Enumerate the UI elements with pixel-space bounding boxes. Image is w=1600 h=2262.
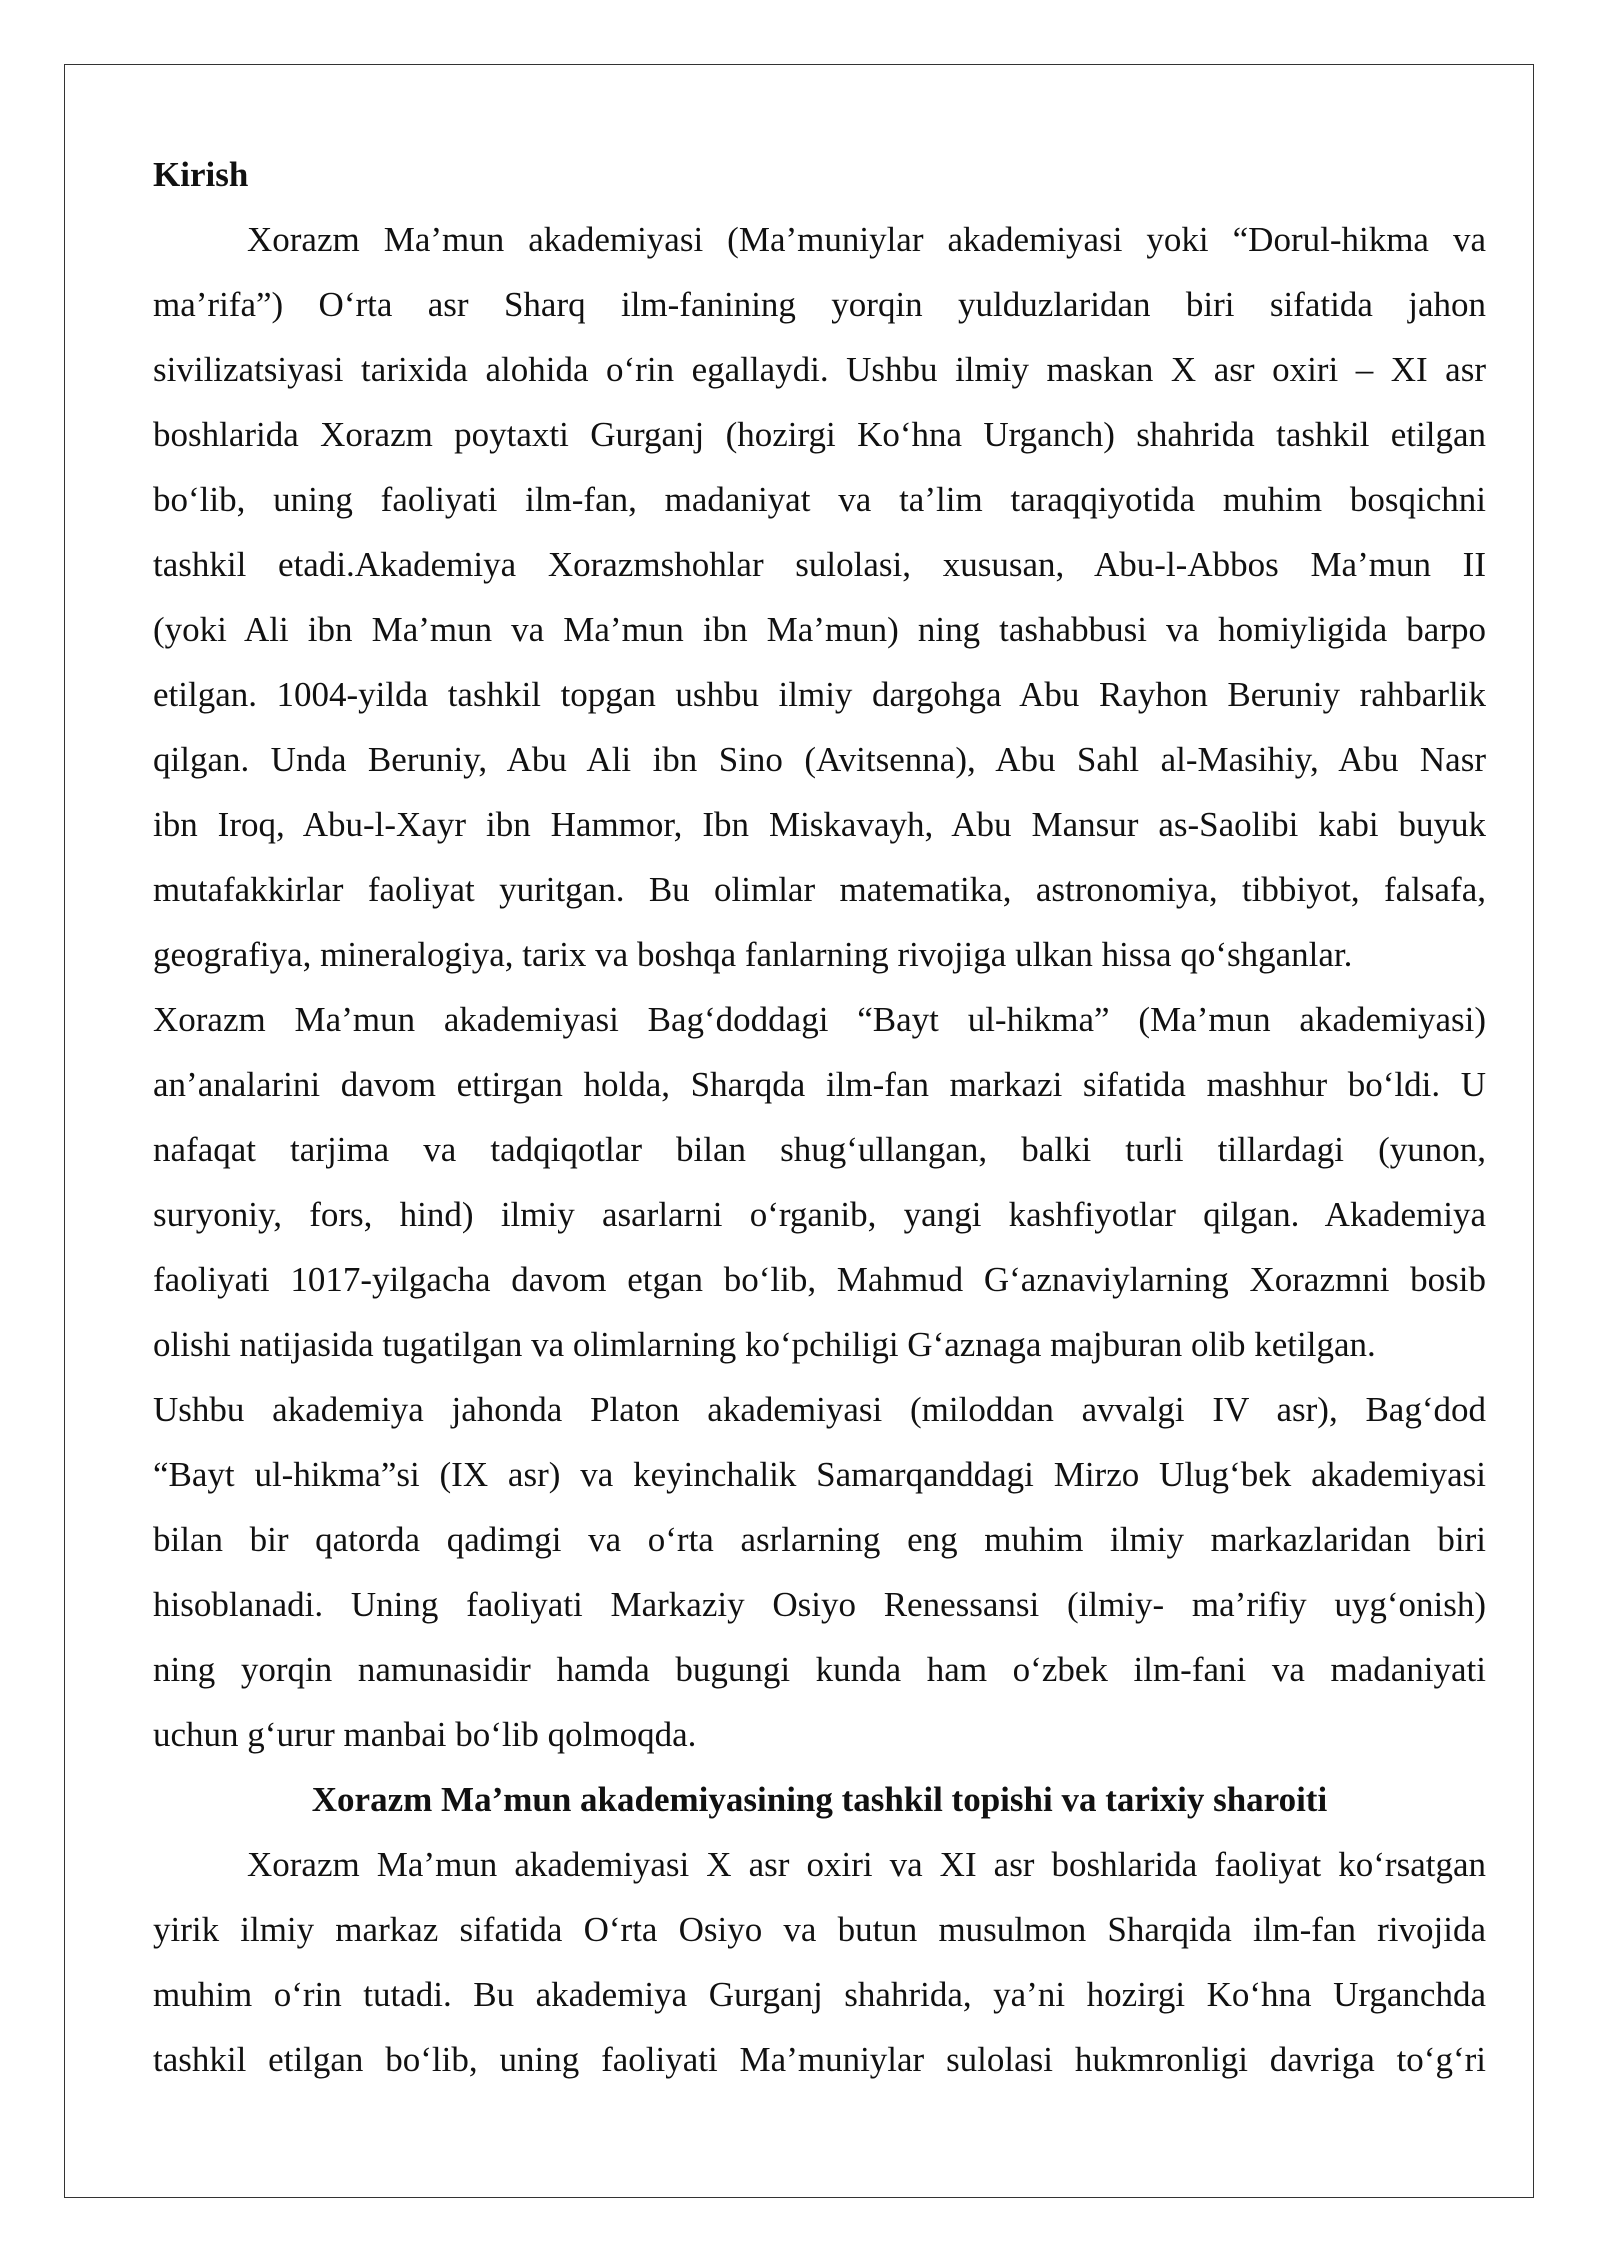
text-line: bilan bir qatorda qadimgi va o‘rta asrlarning eng muhim ilmiy markazlaridan biri <box>153 1520 1486 1559</box>
heading-intro: Kirish <box>153 155 249 194</box>
text-line: uchun g‘urur manbai bo‘lib qolmoqda. <box>153 1715 697 1754</box>
text-line: Xorazm Ma’mun akademiyasi X asr oxiri va XI asr boshlarida faoliyat ko‘rsatgan <box>247 1845 1486 1884</box>
document-body <box>153 142 1486 2092</box>
text-line: geografiya, mineralogiya, tarix va boshqa fanlarning rivojiga ulkan hissa qo‘shganlar. <box>153 935 1353 974</box>
text-line: olishi natijasida tugatilgan va olimlarning ko‘pchiligi G‘aznaga majburan olib ketilgan. <box>153 1325 1376 1364</box>
text-line: sivilizatsiyasi tarixida alohida o‘rin egallaydi. Ushbu ilmiy maskan X asr oxiri – XI asr <box>153 350 1486 389</box>
text-line: yirik ilmiy markaz sifatida O‘rta Osiyo va butun musulmon Sharqida ilm-fan rivojida <box>153 1910 1486 1949</box>
text-line: ibn Iroq, Abu-l-Xayr ibn Hammor, Ibn Miskavayh, Abu Mansur as-Saolibi kabi buyuk <box>153 805 1486 844</box>
text-line: ning yorqin namunasidir hamda bugungi kunda ham o‘zbek ilm-fani va madaniyati <box>153 1650 1486 1689</box>
text-line: (yoki Ali ibn Ma’mun va Ma’mun ibn Ma’mun) ning tashabbusi va homiyligida barpo <box>153 610 1486 649</box>
text-line: “Bayt ul-hikma”si (IX asr) va keyinchalik Samarqanddagi Mirzo Ulug‘bek akademiyasi <box>153 1455 1486 1494</box>
text-line: ma’rifa”) O‘rta asr Sharq ilm-fanining yorqin yulduzlaridan biri sifatida jahon <box>153 285 1486 324</box>
text-line: etilgan. 1004-yilda tashkil topgan ushbu ilmiy dargohga Abu Rayhon Beruniy rahbarlik <box>153 675 1486 714</box>
text-line: tashkil etilgan bo‘lib, uning faoliyati Ma’muniylar sulolasi hukmronligi davriga to‘g‘ri <box>153 2040 1486 2079</box>
paragraph-2 <box>153 987 1486 1377</box>
text-line: Ushbu akademiya jahonda Platon akademiyasi (miloddan avvalgi IV asr), Bag‘dod <box>153 1390 1486 1429</box>
text-line: tashkil etadi.Akademiya Xorazmshohlar sulolasi, xususan, Abu-l-Abbos Ma’mun II <box>153 545 1486 584</box>
text-line: nafaqat tarjima va tadqiqotlar bilan shug‘ullangan, balki turli tillardagi (yunon, <box>153 1130 1486 1169</box>
text-line: Xorazm Ma’mun akademiyasi Bag‘doddagi “Bayt ul-hikma” (Ma’mun akademiyasi) <box>153 1000 1486 1039</box>
text-line: qilgan. Unda Beruniy, Abu Ali ibn Sino (Avitsenna), Abu Sahl al-Masihiy, Abu Nasr <box>153 740 1486 779</box>
text-line: bo‘lib, uning faoliyati ilm-fan, madaniyat va ta’lim taraqqiyotida muhim bosqichni <box>153 480 1486 519</box>
text-line: boshlarida Xorazm poytaxti Gurganj (hozirgi Ko‘hna Urganch) shahrida tashkil etilgan <box>153 415 1486 454</box>
paragraph-intro <box>153 207 1486 987</box>
paragraph-3 <box>153 1377 1486 1767</box>
text-line: an’analarini davom ettirgan holda, Sharqda ilm-fan markazi sifatida mashhur bo‘ldi. U <box>153 1065 1486 1104</box>
text-line: hisoblanadi. Uning faoliyati Markaziy Osiyo Renessansi (ilmiy- ma’rifiy uyg‘onish) <box>153 1585 1486 1624</box>
text-line: mutafakkirlar faoliyat yuritgan. Bu olimlar matematika, astronomiya, tibbiyot, falsafa, <box>153 870 1486 909</box>
text-line: Xorazm Ma’mun akademiyasi (Ma’muniylar akademiyasi yoki “Dorul-hikma va <box>247 220 1486 259</box>
text-line: suryoniy, fors, hind) ilmiy asarlarni o‘rganib, yangi kashfiyotlar qilgan. Akademiya <box>153 1195 1486 1234</box>
section-heading: Xorazm Ma’mun akademiyasining tashkil topishi va tarixiy sharoiti <box>311 1780 1328 1819</box>
paragraph-section-1 <box>153 1832 1486 2092</box>
text-line: muhim o‘rin tutadi. Bu akademiya Gurganj shahrida, ya’ni hozirgi Ko‘hna Urganchda <box>153 1975 1486 2014</box>
text-line: faoliyati 1017-yilgacha davom etgan bo‘lib, Mahmud G‘aznaviylarning Xorazmni bosib <box>153 1260 1486 1299</box>
